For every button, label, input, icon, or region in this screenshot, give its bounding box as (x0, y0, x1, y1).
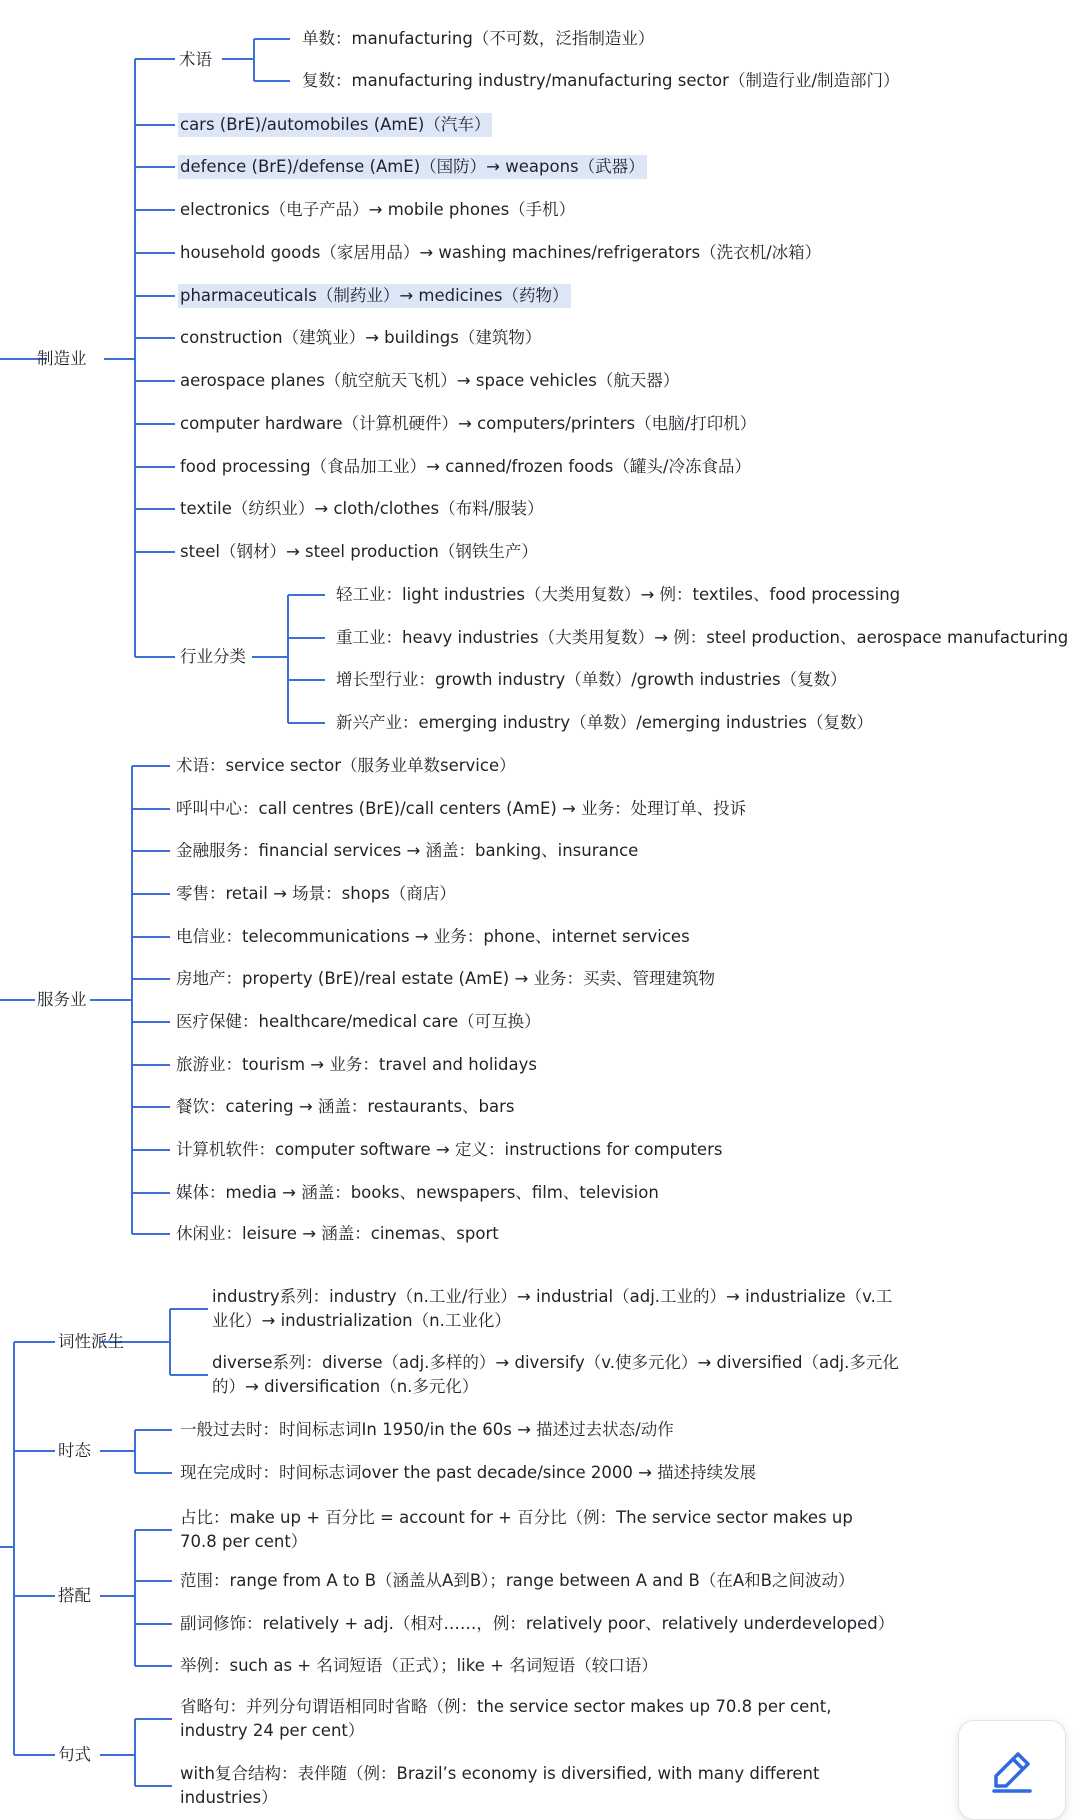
manufacturing-item[interactable]: electronics（电子产品）→ mobile phones（手机） (180, 200, 576, 219)
collocation-item[interactable]: 占比：make up + 百分比 = account for + 百分比（例：The service sector makes up 70.8 per cent） (180, 1508, 853, 1551)
services-item[interactable]: 电信业：telecommunications → 业务：phone、internet services (176, 927, 690, 946)
tense-item[interactable]: 一般过去时：时间标志词In 1950/in the 60s → 描述过去状态/动作 (180, 1420, 674, 1439)
sentence-item[interactable]: 省略句：并列分句谓语相同时省略（例：the service sector makes up 70.8 per cent, industry 24 per cent） (180, 1697, 832, 1740)
derivation-item[interactable]: industry系列：industry（n.工业/行业）→ industrial（adj.工业的）→ industrialize（v.工业化）→ industrialization（n.工业化） (212, 1287, 893, 1330)
manufacturing-item[interactable]: food processing（食品加工业）→ canned/frozen foods（罐头/冷冻食品） (180, 457, 751, 476)
manufacturing-item[interactable]: steel（钢材）→ steel production（钢铁生产） (180, 542, 538, 561)
services-item[interactable]: 计算机软件：computer software → 定义：instructions for computers (176, 1140, 723, 1159)
tense-item[interactable]: 现在完成时：时间标志词over the past decade/since 2000 → 描述持续发展 (180, 1463, 757, 1482)
classification-item[interactable]: 轻工业：light industries（大类用复数）→ 例：textiles、food processing (336, 585, 901, 604)
manufacturing-item[interactable]: construction（建筑业）→ buildings（建筑物） (180, 328, 542, 347)
branch-derivation[interactable]: 词性派生 (58, 1332, 124, 1351)
services-item[interactable]: 餐饮：catering → 涵盖：restaurants、bars (176, 1097, 515, 1116)
manufacturing-item[interactable]: cars (BrE)/automobiles (AmE)（汽车） (178, 113, 492, 137)
services-item[interactable]: 医疗保健：healthcare/medical care（可互换） (176, 1012, 541, 1031)
branch-services[interactable]: 服务业 (37, 990, 87, 1009)
branch-sentence-pattern[interactable]: 句式 (58, 1745, 91, 1764)
classification-item[interactable]: 新兴产业：emerging industry（单数）/emerging industries（复数） (336, 713, 874, 732)
manufacturing-item[interactable]: household goods（家居用品）→ washing machines/refrigerators（洗衣机/冰箱） (180, 243, 822, 262)
manufacturing-item[interactable]: defence (BrE)/defense (AmE)（国防）→ weapons（武器） (178, 155, 647, 179)
services-item[interactable]: 媒体：media → 涵盖：books、newspapers、film、television (176, 1183, 659, 1202)
services-item[interactable]: 金融服务：financial services → 涵盖：banking、insurance (176, 841, 639, 860)
branch-manufacturing[interactable]: 制造业 (37, 349, 87, 368)
manufacturing-term-singular[interactable]: 单数：manufacturing（不可数，泛指制造业） (302, 29, 655, 48)
collocation-item[interactable]: 范围：range from A to B（涵盖从A到B）；range between A and B（在A和B之间波动） (180, 1571, 855, 1590)
sentence-item[interactable]: with复合结构：表伴随（例：Brazil’s economy is diversified, with many different industries） (180, 1764, 820, 1807)
edit-button[interactable] (958, 1720, 1066, 1820)
classification-item[interactable]: 重工业：heavy industries（大类用复数）→ 例：steel production、aerospace manufacturing (336, 628, 1069, 647)
branch-collocation[interactable]: 搭配 (58, 1586, 91, 1605)
services-item[interactable]: 房地产：property (BrE)/real estate (AmE) → 业务：买卖、管理建筑物 (176, 969, 716, 988)
services-item[interactable]: 零售：retail → 场景：shops（商店） (176, 884, 456, 903)
branch-tense[interactable]: 时态 (58, 1441, 91, 1460)
manufacturing-item[interactable]: textile（纺织业）→ cloth/clothes（布料/服装） (180, 499, 544, 518)
manufacturing-item[interactable]: aerospace planes（航空航天飞机）→ space vehicles（航天器） (180, 371, 680, 390)
edit-pencil-icon (988, 1746, 1036, 1794)
industry-classification[interactable]: 行业分类 (180, 647, 246, 666)
services-item[interactable]: 呼叫中心：call centres (BrE)/call centers (AmE) → 业务：处理订单、投诉 (176, 799, 747, 818)
services-item[interactable]: 旅游业：tourism → 业务：travel and holidays (176, 1055, 537, 1074)
services-item[interactable]: 休闲业：leisure → 涵盖：cinemas、sport (176, 1224, 499, 1243)
manufacturing-terms[interactable]: 术语 (179, 50, 212, 69)
manufacturing-term-plural[interactable]: 复数：manufacturing industry/manufacturing sector（制造行业/制造部门） (302, 71, 900, 90)
collocation-item[interactable]: 举例：such as + 名词短语（正式）；like + 名词短语（较口语） (180, 1656, 658, 1675)
collocation-item[interactable]: 副词修饰：relatively + adj.（相对……，例：relatively poor、relatively underdeveloped） (180, 1614, 895, 1633)
classification-item[interactable]: 增长型行业：growth industry（单数）/growth industries（复数） (336, 670, 847, 689)
manufacturing-item[interactable]: pharmaceuticals（制药业）→ medicines（药物） (178, 284, 571, 308)
manufacturing-item[interactable]: computer hardware（计算机硬件）→ computers/printers（电脑/打印机） (180, 414, 757, 433)
derivation-item[interactable]: diverse系列：diverse（adj.多样的）→ diversify（v.使多元化）→ diversified（adj.多元化的）→ diversification（n.多元化） (212, 1353, 899, 1396)
services-item[interactable]: 术语：service sector（服务业单数service） (176, 756, 516, 775)
